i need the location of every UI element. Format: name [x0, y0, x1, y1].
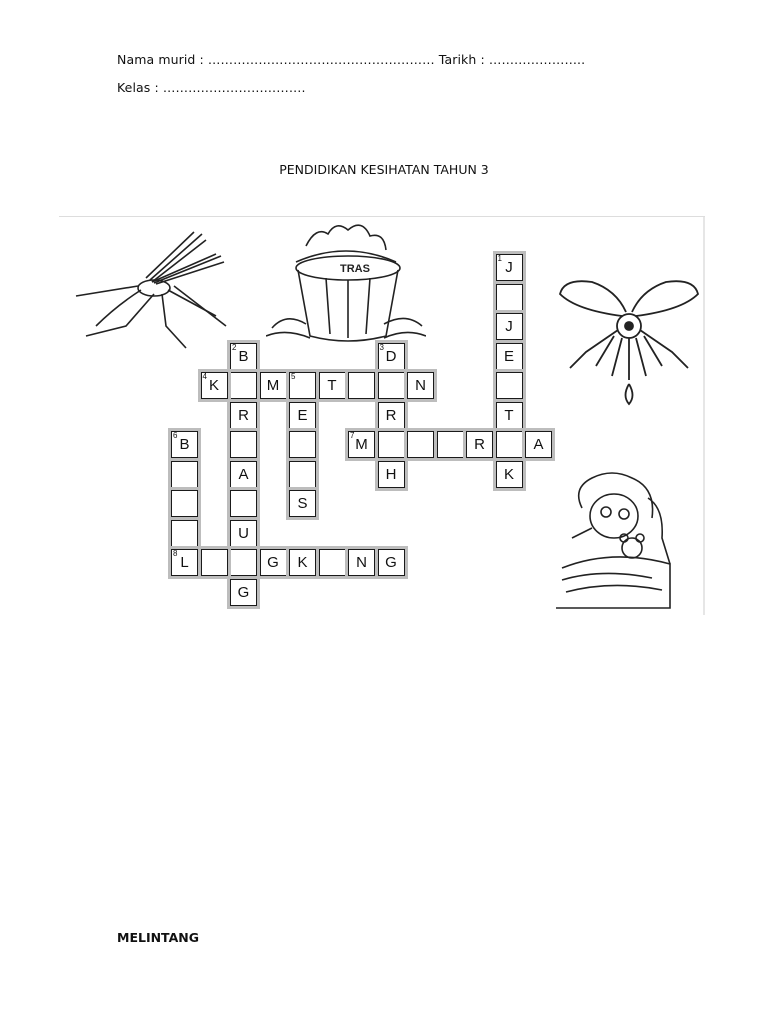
crossword-cell[interactable] — [348, 372, 375, 399]
cell-letter: U — [238, 524, 249, 542]
cell-letter: J — [505, 318, 513, 335]
cell-letter: K — [208, 377, 219, 394]
cell-letter: R — [474, 436, 485, 453]
crossword-cell[interactable] — [260, 372, 287, 399]
cell-letter: G — [385, 554, 397, 571]
clue-number: 1 — [497, 254, 502, 263]
cell-letter — [497, 432, 522, 457]
crossword-cell[interactable] — [319, 549, 346, 576]
crossword-cell[interactable] — [230, 490, 257, 517]
crossword-cell[interactable] — [201, 372, 228, 399]
cell-letter — [290, 462, 315, 487]
crossword-cell[interactable] — [378, 343, 405, 370]
name-date-line: Nama murid : ……………………………………………… Tarikh : ………………….. — [117, 52, 586, 67]
section-heading-across: MELINTANG — [117, 930, 200, 945]
cell-letter: E — [297, 406, 308, 424]
cell-letter — [172, 521, 197, 546]
cell-letter: R — [385, 406, 397, 424]
cell-letter — [172, 491, 197, 516]
cell-letter — [231, 491, 256, 516]
crossword-cell[interactable] — [378, 431, 405, 458]
crossword-cell[interactable] — [230, 431, 257, 458]
cell-letter — [172, 462, 197, 487]
crossword-cell[interactable] — [230, 372, 257, 399]
crossword-cell[interactable] — [496, 431, 523, 458]
cell-letter — [349, 373, 374, 398]
crossword-cell[interactable] — [171, 431, 198, 458]
cell-letter: E — [503, 347, 514, 365]
cell-letter: D — [385, 347, 397, 365]
cell-letter: J — [505, 259, 513, 276]
cell-letter — [231, 550, 256, 575]
cell-letter: A — [238, 465, 249, 483]
cell-letter: H — [385, 465, 397, 483]
crossword-cell[interactable] — [230, 549, 257, 576]
clue-number: 3 — [379, 342, 384, 352]
crossword-cell[interactable] — [378, 372, 405, 399]
cell-letter: G — [267, 554, 279, 571]
crossword-cell[interactable] — [201, 549, 228, 576]
crossword-cell[interactable] — [348, 549, 375, 576]
cell-letter: G — [237, 583, 250, 601]
crossword-cell[interactable] — [289, 461, 316, 488]
crossword-cell[interactable] — [525, 431, 552, 458]
crossword-cell[interactable] — [230, 343, 257, 370]
cell-letter: T — [504, 406, 514, 424]
cell-letter: K — [503, 465, 514, 483]
crossword-cell[interactable] — [260, 549, 287, 576]
cell-letter — [497, 373, 522, 398]
trash-label: TRAS — [340, 263, 370, 275]
cell-letter: T — [327, 377, 337, 394]
crossword-cell[interactable] — [496, 461, 523, 488]
cell-letter: A — [533, 436, 544, 453]
crossword-cell[interactable] — [171, 549, 198, 576]
crossword-cell[interactable] — [230, 402, 257, 429]
crossword-cell[interactable] — [496, 284, 523, 311]
clue-number: 8 — [173, 549, 178, 558]
cell-letter — [379, 373, 404, 398]
crossword-cell[interactable] — [289, 549, 316, 576]
cell-letter — [497, 285, 522, 310]
clue-number: 5 — [291, 372, 296, 381]
cell-letter — [379, 432, 404, 457]
cell-letter: S — [297, 495, 308, 512]
cell-letter: N — [356, 554, 367, 571]
crossword-cell[interactable] — [289, 402, 316, 429]
cell-letter: B — [238, 347, 249, 365]
cell-letter — [408, 432, 433, 457]
worksheet-title: PENDIDIKAN KESIHATAN TAHUN 3 — [279, 162, 489, 177]
crossword-cell[interactable] — [407, 431, 434, 458]
crossword-cell[interactable] — [496, 372, 523, 399]
class-line: Kelas : ……………………………. — [117, 80, 306, 95]
cell-letter: M — [355, 436, 368, 453]
crossword-cell[interactable] — [378, 402, 405, 429]
cell-letter: N — [415, 377, 426, 394]
cell-letter: B — [179, 436, 190, 453]
cell-letter: M — [266, 377, 280, 394]
cell-letter: K — [297, 554, 308, 571]
crossword-cell[interactable] — [496, 254, 523, 281]
cell-letter: L — [180, 554, 189, 571]
crossword-cell[interactable] — [407, 372, 434, 399]
crossword-cell[interactable] — [378, 461, 405, 488]
clue-number: 7 — [350, 431, 355, 440]
cell-letter — [231, 432, 256, 457]
crossword-cell[interactable] — [496, 343, 523, 370]
crossword-cell[interactable] — [496, 313, 523, 340]
cell-letter: R — [238, 406, 249, 424]
crossword-cell[interactable] — [230, 579, 257, 606]
cell-letter — [290, 432, 315, 457]
crossword-cell[interactable] — [171, 490, 198, 517]
cell-letter — [202, 550, 227, 575]
crossword-cell[interactable] — [289, 372, 316, 399]
clue-number: 6 — [173, 431, 178, 440]
crossword-cell[interactable] — [289, 490, 316, 517]
crossword-cell[interactable] — [319, 372, 346, 399]
cell-letter — [231, 373, 256, 398]
cell-letter — [320, 550, 345, 575]
crossword-cell[interactable] — [230, 461, 257, 488]
crossword-cell[interactable] — [289, 431, 316, 458]
crossword-cell[interactable] — [466, 431, 493, 458]
cell-letter — [438, 432, 463, 457]
crossword-cell[interactable] — [171, 520, 198, 547]
clue-number: 4 — [202, 372, 207, 381]
crossword-cell[interactable] — [496, 402, 523, 429]
crossword-cell[interactable] — [230, 520, 257, 547]
crossword-cell[interactable] — [378, 549, 405, 576]
crossword-cell[interactable] — [348, 431, 375, 458]
clue-number: 2 — [232, 342, 237, 352]
crossword-cell[interactable] — [437, 431, 464, 458]
crossword-cell[interactable] — [171, 461, 198, 488]
